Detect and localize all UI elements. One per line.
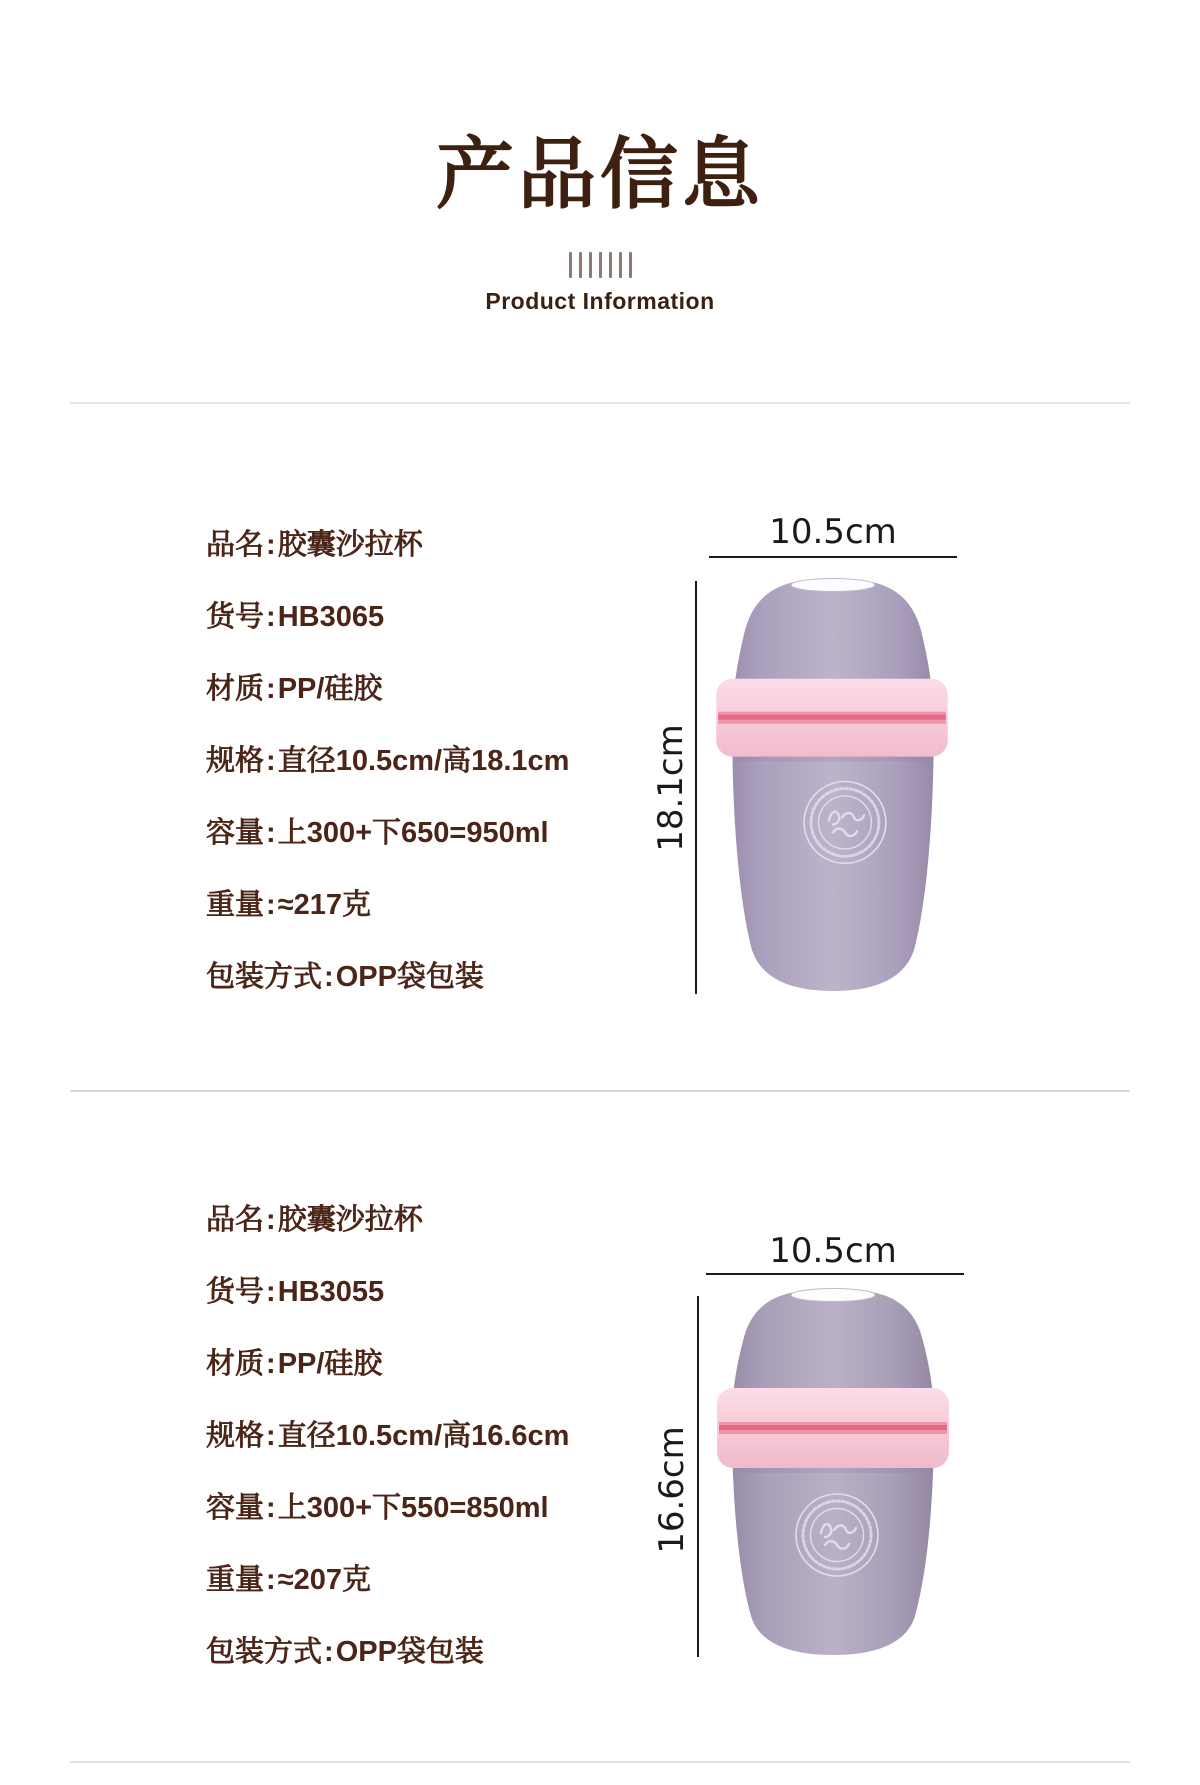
spec-row — [206, 1400, 626, 1472]
spec-separator: : — [266, 1204, 276, 1236]
width-dimension-label: 10.5cm — [769, 512, 897, 552]
product-2-spec-list — [206, 1184, 626, 1688]
spec-row — [206, 1184, 626, 1256]
page-subtitle: Product Information — [485, 288, 715, 314]
spec-label: 重量 — [206, 1564, 265, 1596]
product-photo-hb3055 — [712, 1286, 954, 1658]
tick-mark — [629, 252, 632, 278]
spec-value: OPP袋包装 — [335, 961, 484, 993]
tick-mark — [589, 252, 592, 278]
spec-value: 直径10.5cm/高18.1cm — [277, 745, 570, 777]
tick-mark — [569, 252, 572, 278]
spec-value: OPP袋包装 — [335, 1636, 484, 1668]
spec-value: 直径10.5cm/高16.6cm — [277, 1420, 570, 1452]
tick-mark — [579, 252, 582, 278]
product-1-spec-list — [206, 509, 626, 1013]
height-dimension-line — [695, 581, 697, 994]
spec-value: HB3055 — [277, 1276, 385, 1308]
spec-separator: : — [266, 1276, 276, 1308]
spec-separator: : — [266, 889, 276, 921]
spec-row — [206, 1328, 626, 1400]
spec-row — [206, 1544, 626, 1616]
spec-label: 货号 — [206, 601, 265, 633]
spec-separator: : — [266, 529, 276, 561]
spec-label: 品名 — [206, 529, 265, 561]
height-dimension-label: 18.1cm — [651, 724, 691, 852]
spec-row — [206, 653, 626, 725]
band-shadow — [737, 1468, 929, 1473]
product-photo-hb3065 — [712, 576, 952, 995]
spec-label: 规格 — [206, 1420, 265, 1452]
height-dimension-label: 16.6cm — [652, 1426, 692, 1554]
spec-separator: : — [324, 1636, 334, 1668]
spec-separator: : — [266, 1492, 276, 1524]
spec-label: 重量 — [206, 889, 265, 921]
spec-separator: : — [266, 817, 276, 849]
cup-body — [732, 580, 934, 991]
width-dimension-line — [706, 1273, 964, 1275]
spec-row — [206, 1616, 626, 1688]
spec-value: ≈207克 — [277, 1564, 371, 1596]
spec-label: 材质 — [206, 1348, 265, 1380]
spec-value: 上300+下650=950ml — [277, 817, 549, 849]
spec-label: 货号 — [206, 1276, 265, 1308]
spec-value: ≈217克 — [277, 889, 371, 921]
tick-marks-decoration — [0, 252, 1200, 278]
spec-row — [206, 581, 626, 653]
spec-separator: : — [266, 601, 276, 633]
spec-separator: : — [324, 961, 334, 993]
width-dimension-label: 10.5cm — [769, 1231, 897, 1271]
spec-value: 胶囊沙拉杯 — [277, 529, 423, 561]
spec-separator: : — [266, 745, 276, 777]
spec-row — [206, 941, 626, 1013]
spec-separator: : — [266, 1420, 276, 1452]
cup-lid-opening — [791, 578, 875, 591]
band-shadow — [736, 757, 928, 762]
spec-row — [206, 725, 626, 797]
section-divider — [70, 1090, 1130, 1092]
band-stripe-core — [719, 1425, 947, 1430]
spec-label: 材质 — [206, 673, 265, 705]
section-divider — [70, 1761, 1130, 1763]
spec-row — [206, 797, 626, 869]
spec-separator: : — [266, 1564, 276, 1596]
spec-value: PP/硅胶 — [277, 1348, 383, 1380]
width-dimension-line — [709, 556, 957, 558]
tick-mark — [599, 252, 602, 278]
cup-lid-opening — [791, 1289, 875, 1302]
page-title: 产品信息 — [435, 130, 764, 218]
spec-label: 容量 — [206, 817, 265, 849]
spec-row — [206, 869, 626, 941]
spec-row — [206, 1256, 626, 1328]
spec-label: 规格 — [206, 745, 265, 777]
spec-label: 包装方式 — [206, 961, 323, 993]
tick-mark — [619, 252, 622, 278]
spec-separator: : — [266, 673, 276, 705]
spec-row — [206, 1472, 626, 1544]
spec-value: 上300+下550=850ml — [277, 1492, 549, 1524]
spec-value: 胶囊沙拉杯 — [277, 1204, 423, 1236]
spec-value: PP/硅胶 — [277, 673, 383, 705]
spec-label: 容量 — [206, 1492, 265, 1524]
spec-separator: : — [266, 1348, 276, 1380]
spec-value: HB3065 — [277, 601, 385, 633]
height-dimension-line — [697, 1296, 699, 1657]
tick-mark — [609, 252, 612, 278]
spec-row — [206, 509, 626, 581]
spec-label: 包装方式 — [206, 1636, 323, 1668]
band-stripe-core — [718, 715, 945, 720]
spec-label: 品名 — [206, 1204, 265, 1236]
section-divider — [70, 402, 1130, 404]
